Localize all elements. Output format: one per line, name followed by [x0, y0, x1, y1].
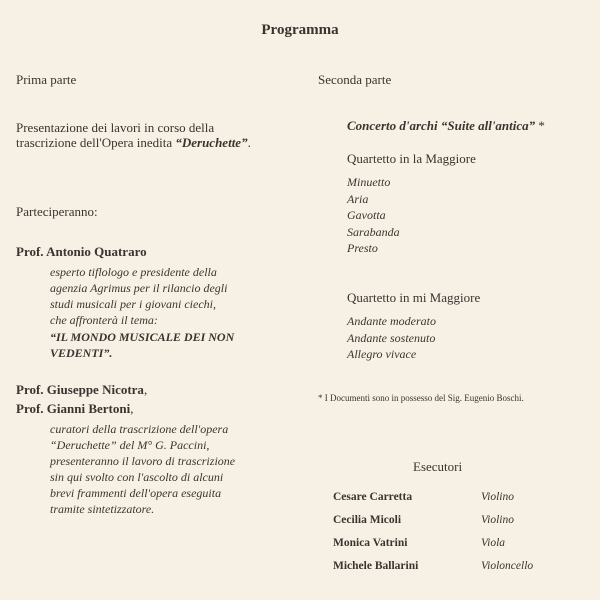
movement-item: Andante moderato — [347, 314, 436, 328]
first-part-header: Prima parte — [16, 72, 77, 87]
concert-footnote-mark: * — [535, 118, 545, 133]
performer-name: Cesare Carretta — [333, 491, 413, 503]
speaker3-name: Prof. Gianni Bertoni — [16, 401, 131, 416]
curators-desc-line: brevi frammenti dell'opera eseguita — [50, 486, 222, 500]
speaker1-desc-line: che affronterà il tema: — [50, 313, 158, 327]
performer-row — [333, 491, 583, 511]
second-part-header: Seconda parte — [318, 72, 392, 87]
movement-item: Aria — [347, 191, 369, 206]
performer-instrument: Violoncello — [481, 560, 534, 572]
speaker2 — [16, 382, 147, 398]
speaker2-name: Prof. Giuseppe Nicotra — [16, 382, 144, 397]
quartet1-movements — [347, 174, 400, 257]
speaker3 — [16, 401, 133, 417]
speaker1-desc-line: agenzia Agrimus per il rilancio degli — [50, 281, 228, 295]
concert-title-text: Concerto d'archi “Suite all'antica” — [347, 118, 536, 133]
speaker1-topic-line: “IL MONDO MUSICALE DEI NON — [50, 330, 235, 344]
intro-end: . — [247, 135, 251, 150]
speaker1-topic — [50, 329, 234, 361]
movement-item: Presto — [347, 241, 378, 255]
intro-line-2-text: trascrizione dell'Opera inedita — [16, 135, 176, 150]
performer-name: Michele Ballarini — [333, 560, 419, 572]
movement-item: Allegro vivace — [347, 347, 417, 361]
performers-header: Esecutori — [413, 459, 463, 474]
curators-desc-line: curatori della trascrizione dell'opera — [50, 422, 229, 436]
speaker1-description — [50, 264, 227, 328]
performer-name: Cecilia Micoli — [333, 514, 402, 526]
curators-desc-line: tramite sintetizzatore. — [50, 502, 155, 516]
speaker1-desc-line: esperto tiflologo e presidente della — [50, 265, 217, 279]
intro-opera-title: “Deruchette” — [175, 135, 248, 150]
quartet2-movements — [347, 313, 436, 363]
intro-line-2 — [16, 135, 251, 150]
speaker1-topic-line: VEDENTI”. — [50, 346, 113, 360]
speaker2-sep: , — [143, 382, 148, 397]
curators-desc-line: presenteranno il lavoro di trascrizione — [50, 454, 236, 468]
speaker3-sep: , — [130, 401, 134, 416]
performer-instrument: Violino — [481, 514, 515, 526]
curators-desc-line: sin qui svolto con l'ascolto di alcuni — [50, 470, 224, 484]
speaker1-desc-line: studi musicali per i giovani ciechi, — [50, 297, 216, 311]
performer-name: Monica Vatrini — [333, 537, 408, 549]
curators-desc-line: “Deruchette” del M° G. Paccini, — [50, 438, 210, 452]
speaker1-name: Prof. Antonio Quatraro — [16, 244, 147, 259]
movement-item: Andante sostenuto — [347, 330, 436, 345]
performer-instrument: Viola — [481, 537, 506, 549]
movement-item: Minuetto — [347, 175, 391, 189]
performer-row — [333, 514, 583, 534]
participants-header: Parteciperanno: — [16, 204, 98, 219]
performer-row — [333, 560, 583, 580]
movement-item: Gavotta — [347, 208, 386, 222]
performer-instrument: Violino — [481, 491, 515, 503]
curators-description — [50, 421, 235, 517]
page-title: Programma — [261, 22, 339, 38]
footnote: * I Documenti sono in possesso del Sig. Eugenio Boschi. — [318, 393, 524, 403]
quartet1-title: Quartetto in la Maggiore — [347, 151, 476, 166]
intro-text — [16, 120, 251, 150]
intro-line-1: Presentazione dei lavori in corso della — [16, 120, 215, 135]
movement-item: Sarabanda — [347, 224, 400, 239]
concert-title — [347, 118, 545, 134]
quartet2-title: Quartetto in mi Maggiore — [347, 290, 481, 305]
performer-row — [333, 537, 583, 557]
